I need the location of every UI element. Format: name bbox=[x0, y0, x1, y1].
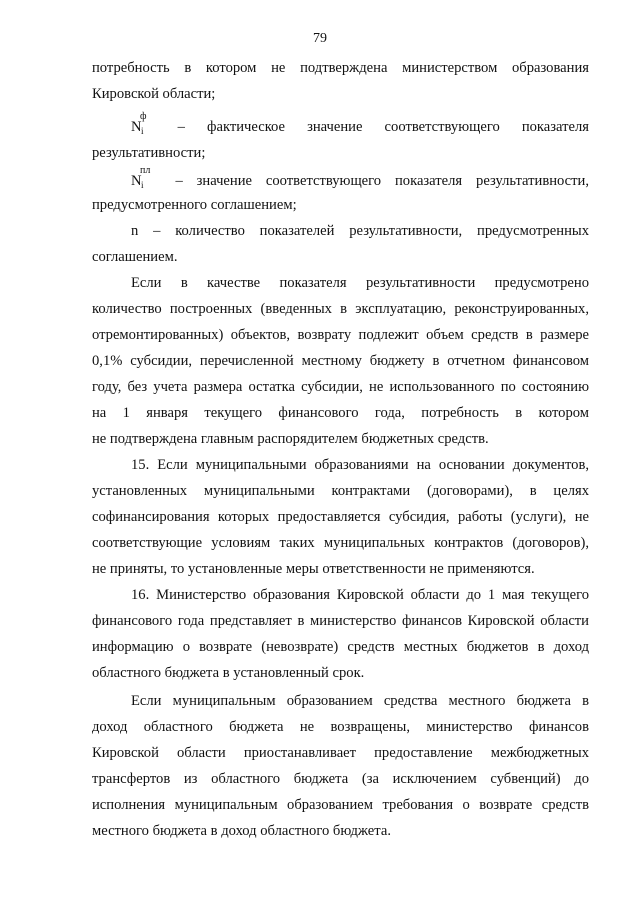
text-line: 0,1% субсидии, перечисленной местному бюджету в отчетном финансовом bbox=[92, 353, 589, 369]
definition-actual-value: N ф i – фактическое значение соответствующего показателя bbox=[131, 115, 589, 141]
text-line: информацию о возврате (невозврате) средств местных бюджетов в доход bbox=[92, 639, 589, 655]
text-line: отремонтированных) объектов, возврату подлежит объем средств в размере bbox=[92, 327, 589, 343]
definition-count: n – количество показателей результативности, предусмотренных bbox=[131, 223, 589, 239]
text-line: исполнения муниципальным образованием требования о возврате средств bbox=[92, 797, 589, 813]
text-line: софинансирования которых предоставляется субсидия, работы (услуги), не bbox=[92, 509, 589, 525]
text-line: году, без учета размера остатка субсидии, не использованного по состоянию bbox=[92, 379, 589, 395]
symbol-n-actual: N ф i bbox=[131, 111, 147, 136]
text-line: предусмотренного соглашением; bbox=[92, 197, 297, 213]
text-line: Если в качестве показателя результативности предусмотрено bbox=[131, 275, 589, 291]
text-line: трансфертов из областного бюджета (за исключением субвенций) до bbox=[92, 771, 589, 787]
text-line: потребность в котором не подтверждена министерством образования bbox=[92, 60, 589, 76]
text-line: на 1 января текущего финансового года, потребность в котором bbox=[92, 405, 589, 421]
text-line: установленных муниципальными контрактами (договорами), в целях bbox=[92, 483, 589, 499]
text-line: количество построенных (введенных в эксплуатацию, реконструированных, bbox=[92, 301, 589, 317]
page-number: 79 bbox=[313, 31, 327, 46]
text-line: Кировской области приостанавливает предоставление межбюджетных bbox=[92, 745, 589, 761]
text-line: 15. Если муниципальными образованиями на основании документов, bbox=[131, 457, 589, 473]
definition-planned-value: N пл i – значение соответствующего показателя результативности, bbox=[131, 169, 589, 195]
text-line: результативности; bbox=[92, 145, 206, 161]
text-line: доход областного бюджета не возвращены, министерство финансов bbox=[92, 719, 589, 735]
symbol-n-planned: N пл i bbox=[131, 165, 151, 190]
text-line: соответствующие условиям таких муниципальных контрактов (договоров), bbox=[92, 535, 589, 551]
text-line: соглашением. bbox=[92, 249, 178, 265]
text-line: Если муниципальным образованием средства местного бюджета в bbox=[131, 693, 589, 709]
text-line: 16. Министерство образования Кировской области до 1 мая текущего bbox=[131, 587, 589, 603]
text-line: местного бюджета в доход областного бюджета. bbox=[92, 823, 391, 839]
text-line: областного бюджета в установленный срок. bbox=[92, 665, 365, 681]
text-line: финансового года представляет в министерство финансов Кировской области bbox=[92, 613, 589, 629]
text-line: Кировской области; bbox=[92, 86, 216, 102]
text-line: не подтверждена главным распорядителем бюджетных средств. bbox=[92, 431, 489, 447]
text-line: не приняты, то установленные меры ответственности не применяются. bbox=[92, 561, 535, 577]
